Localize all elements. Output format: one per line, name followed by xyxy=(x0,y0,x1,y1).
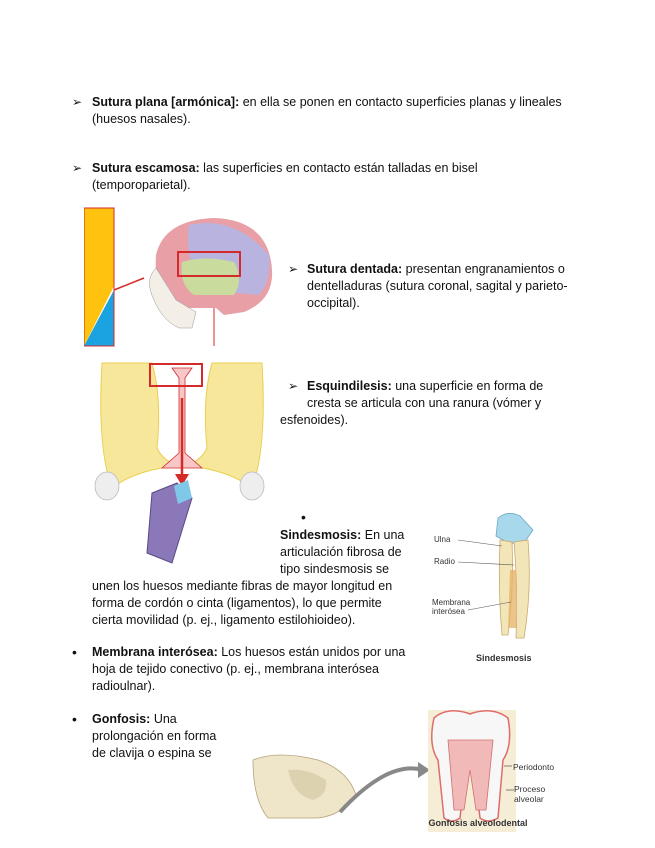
sutura-dentada-term: Sutura dentada: xyxy=(307,262,403,276)
sutura-escamosa-item xyxy=(92,160,512,194)
esquindilesis-desc-rest: cresta se articula con una ranura (vómer y esfenoides). xyxy=(280,396,542,427)
radius-bone xyxy=(514,540,529,638)
sindesmosis-desc-b: unen los huesos mediante fibras de mayor longitud en forma de cordón o cinta (ligamentos), lo que permite cierta movilidad (p. ej., ligamento estilohioideo). xyxy=(92,579,393,627)
right-bone xyxy=(182,363,263,488)
label-periodonto: Periodonto xyxy=(513,762,555,772)
sutura-escamosa-desc: las superficies en contacto están talladas en bisel (temporoparietal). xyxy=(92,161,478,192)
label-membrana-wrap xyxy=(432,598,482,622)
arrow-bullet: ➢ xyxy=(72,95,83,109)
bullet: • xyxy=(72,711,77,727)
sutura-dentada-item xyxy=(307,261,577,312)
label-radio: Radio xyxy=(434,557,455,566)
membrana-item xyxy=(92,644,417,695)
elbow-cartilage xyxy=(496,513,533,544)
sindesmosis-head xyxy=(280,527,410,578)
membrana-desc: Los huesos están unidos por una hoja de tejido conectivo (p. ej., membrana interósea radioulnar). xyxy=(92,645,406,693)
sindesmosis-body xyxy=(92,578,410,629)
sindesmosis-desc-a: En una articulación fibrosa de tipo sindesmosis se xyxy=(280,528,405,576)
gonfosis-term: Gonfosis: xyxy=(92,712,151,726)
membrana-term: Membrana interósea: xyxy=(92,645,218,659)
sutura-escamosa-term: Sutura escamosa: xyxy=(92,161,200,175)
right-tooth xyxy=(240,472,264,500)
yellow-band xyxy=(84,208,114,286)
esquindilesis-line1 xyxy=(307,378,567,395)
label-membrana: Membrana interósea xyxy=(432,598,471,616)
esquindilesis-desc-line1: una superficie en forma de xyxy=(391,379,544,393)
gonfosis-desc: Una prolongación en forma de clavija o espina se xyxy=(92,712,217,760)
sindesmosis-term: Sindesmosis: xyxy=(280,528,362,542)
esquindilesis-illustration xyxy=(92,358,272,568)
gonfosis-figure xyxy=(248,700,578,848)
sindesmosis-figure xyxy=(428,510,568,670)
sutura-dentada-desc: presentan engranamientos o dentelladuras (sutura coronal, sagital y parieto-occipital). xyxy=(307,262,568,310)
bullet: • xyxy=(72,644,77,660)
sindesmosis-caption: Sindesmosis xyxy=(476,653,532,663)
esquindilesis-rest xyxy=(280,395,560,429)
crest-highlight-box xyxy=(150,364,202,386)
gonfosis-caption: Gonfosis alveolodental xyxy=(428,818,528,828)
sutura-plana-desc: en ella se ponen en contacto superficies planas y lineales (huesos nasales). xyxy=(92,95,562,126)
sutura-plana-item xyxy=(92,94,592,128)
label-ulna: Ulna xyxy=(434,535,451,544)
bullet: • xyxy=(301,509,306,525)
esquindilesis-term: Esquindilesis: xyxy=(307,379,392,393)
left-bone xyxy=(101,363,182,488)
label-proceso-wrap xyxy=(514,784,566,808)
arrow-bullet: ➢ xyxy=(72,161,83,175)
gonfosis-caption-wrap xyxy=(428,818,528,848)
arrow-bullet: ➢ xyxy=(288,262,299,276)
left-tooth xyxy=(95,472,119,500)
sutura-plana-term: Sutura plana [armónica]: xyxy=(92,95,240,109)
label-proceso: Proceso alveolar xyxy=(514,784,546,804)
skull-suture-illustration xyxy=(84,200,294,350)
gonfosis-item xyxy=(92,711,222,762)
arrow-bullet: ➢ xyxy=(288,379,299,393)
